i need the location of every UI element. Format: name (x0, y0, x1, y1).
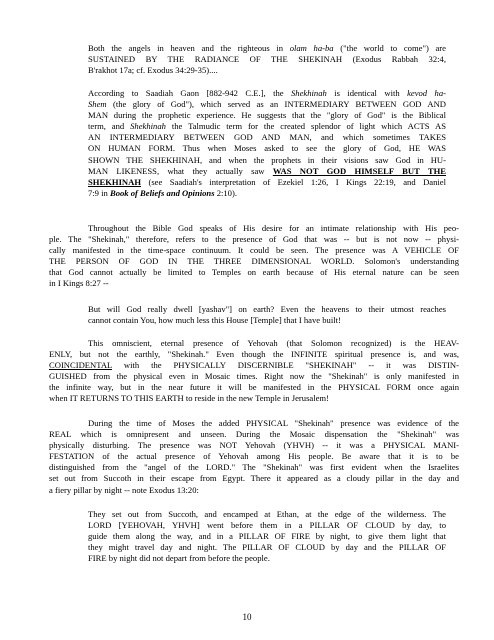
page-number: 10 (242, 612, 252, 622)
text-line: MAN LIKENESS, what they actually saw WAS NOT GOD HIMSELF BUT THE (88, 165, 446, 176)
text-line: cannot contain You, how much less this House [Temple] that I have built! (88, 315, 341, 326)
text-line: ple. The "Shekinah," therefore, refers to the presence of God that was -- but is not now -- physi- (49, 234, 459, 245)
text-line: According to Saadiah Gaon [882-942 C.E.], the Shekhinah is identical with kevod ha- (88, 88, 446, 98)
text-line: cally manifested in the time-space continuum. It could be seen. The presence was A VEHICLE OF (49, 245, 459, 256)
text-line: SUSTAINED BY THE RADIANCE OF THE SHEKINAH (Exodus Rabbah 32:4, (88, 54, 446, 65)
text-line: a fiery pillar by night -- note Exodus 13:20: (49, 484, 199, 495)
quote-paragraph-i-kings (88, 304, 446, 326)
text-line: the infinite way, but in the near future it will be manifested in the PHYSICAL FORM once again (49, 382, 459, 393)
text-line: distinguished from the "angel of the LORD." The "Shekinah" was first evident when the Israelites (49, 462, 459, 473)
text-line: Both the angels in heaven and the righteous in olam ha-ba ("the world to come") are (88, 43, 446, 53)
text-line: GUISHED from the physical even in Mosaic times. Right now the "Shekinah" is only manifested in (49, 371, 459, 382)
text-line: in I Kings 8:27 -- (49, 278, 109, 289)
text-line: During the time of Moses the added PHYSICAL "Shekinah" presence was evidence of the (88, 418, 459, 428)
text-line: that God cannot actually be limited to Temples on earth because of His eternal nature can be seen (49, 267, 459, 278)
text-line: FIRE by night did not depart from before the people. (88, 553, 270, 564)
text-line: ON HUMAN FORM. Thus when Moses asked to see the glory of God, HE WAS (88, 143, 446, 154)
text-line: LORD [YEHOVAH, YHVH] went before them in a PILLAR OF CLOUD by day, to (88, 520, 446, 531)
text-line: Throughout the Bible God speaks of His desire for an intimate relationship with His peo- (88, 223, 459, 233)
text-line: physically disturbing. The presence was NOT Yehovah (YHVH) -- it was a PHYSICAL MANI- (49, 440, 459, 451)
text-line: COINCIDENTAL with the PHYSICALLY DISCERNIBLE "SHEKINAH" -- it was DISTIN- (49, 360, 459, 371)
body-paragraph-omniscient-presence (49, 338, 459, 405)
text-line: SHEKHINAH (see Saadiah's interpretation of Ezekiel 1:26, I Kings 22:19, and Daniel (88, 176, 446, 187)
text-line: B'rakhot 17a; cf. Exodus 34:29-35).... (88, 65, 218, 76)
text-line: ENLY, but not the earthly, "Shekinah." Even though the INFINITE spiritual presence is, and was, (49, 349, 459, 360)
text-line: term, and Shekhinah the Talmudic term for the created splendor of light which ACTS AS (88, 121, 446, 132)
text-line: THE PERSON OF GOD IN THE THREE DIMENSIONAL WORLD. Solomon's understanding (49, 256, 459, 267)
text-line: They set out from Succoth, and encamped at Ethan, at the edge of the wilderness. The (88, 509, 446, 519)
quote-paragraph-exodus-13 (88, 509, 446, 564)
text-line: set out from Succoth in their escape from Egypt. There it appeared as a cloudy pillar in the day and (49, 473, 459, 484)
body-paragraph-time-of-moses (49, 418, 459, 496)
text-line: they might travel day and night. The PILLAR OF CLOUD by day and the PILLAR OF (88, 542, 446, 553)
text-line: 7:9 in Book of Beliefs and Opinions 2:10). (88, 187, 237, 198)
text-line: Shem (the glory of God"), which served as an INTERMEDIARY BETWEEN GOD AND (88, 99, 446, 110)
text-line: FESTATION of the actual presence of Yehovah among His people. Be aware that it is to be (49, 451, 459, 462)
text-line: MAN during the prophetic experience. He suggests that the "glory of God" is the Biblical (88, 110, 446, 121)
text-line: But will God really dwell [yashav"] on earth? Even the heavens to their utmost reaches (88, 304, 446, 314)
text-line: This omniscient, eternal presence of Yehovah (that Solomon recognized) is the HEAV- (88, 338, 459, 348)
body-paragraph-intimate-relationship (49, 223, 459, 290)
text-line: SHOWN THE SHEKHINAH, and when the prophets in their visions saw God in HU- (88, 154, 446, 165)
quote-paragraph-olam-ha-ba (88, 43, 446, 76)
text-line: AN INTERMEDIARY BETWEEN GOD AND MAN, and which sometimes TAKES (88, 132, 446, 143)
text-line: when IT RETURNS TO THIS EARTH to reside in the new Temple in Jerusalem! (49, 393, 329, 404)
quote-paragraph-saadiah-gaon (88, 88, 446, 199)
text-line: guide them along the way, and in a PILLAR OF FIRE by night, to give them light that (88, 531, 446, 542)
text-line: REAL which is omnipresent and unseen. During the Mosaic dispensation the "Shekinah" was (49, 429, 459, 440)
